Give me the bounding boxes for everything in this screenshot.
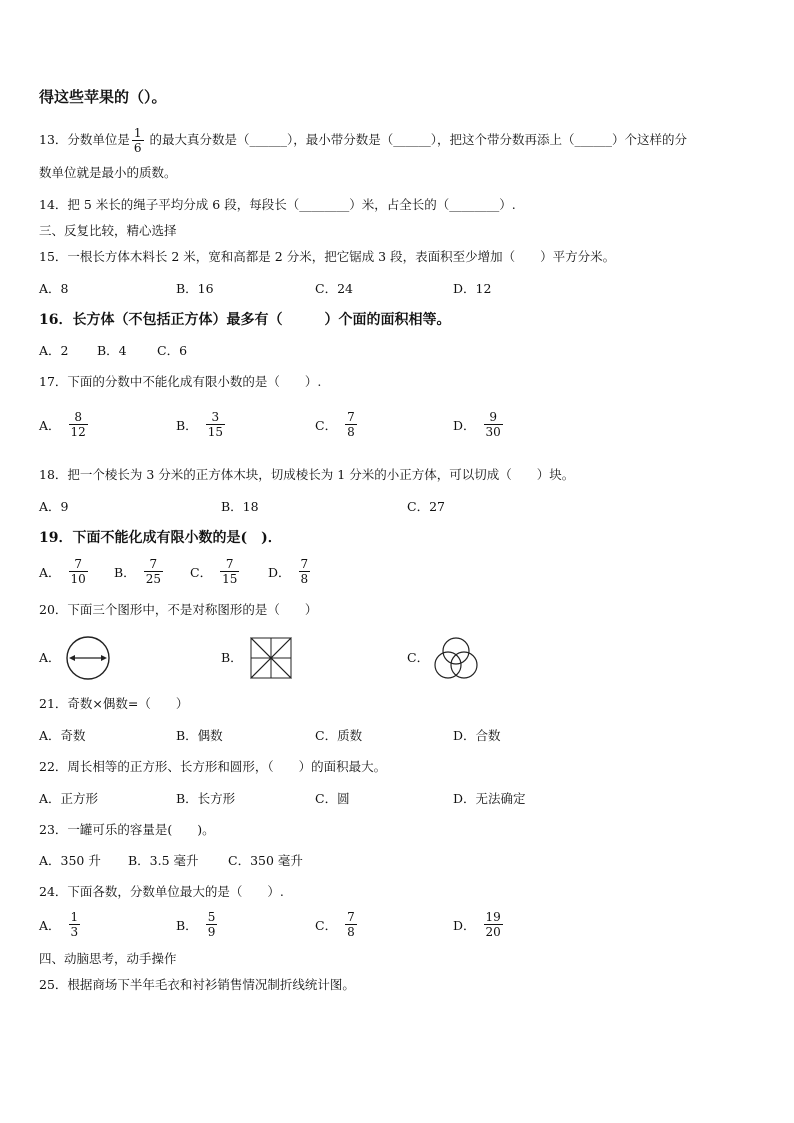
q19-c-num: 7 — [225, 557, 234, 571]
question-13 — [39, 126, 687, 155]
q24-c-fraction — [345, 910, 357, 939]
q24-b-num: 5 — [207, 910, 216, 924]
q21-option-c[interactable]: C．质数 — [315, 728, 363, 743]
q17-d-fraction — [484, 410, 503, 439]
q24-d-num: 19 — [485, 910, 501, 924]
q17-c-fraction — [345, 410, 357, 439]
question-23: 23．一罐可乐的容量是( )。 — [39, 822, 215, 837]
q16-option-b[interactable]: B．4 — [97, 343, 127, 358]
q24-d-label: D． — [453, 917, 476, 933]
q13-text-c: 数单位就是最小的质数。 — [39, 165, 177, 180]
q20-option-b[interactable]: B． — [221, 650, 243, 665]
q19-d-den: 8 — [300, 572, 309, 586]
q13-frac-den: 6 — [133, 141, 142, 155]
q24-option-b[interactable] — [176, 910, 219, 939]
q15-option-c[interactable]: C．24 — [315, 281, 353, 296]
q22-option-c[interactable]: C．圆 — [315, 791, 350, 806]
q23-option-a[interactable]: A．350 升 — [39, 853, 101, 868]
q22-option-d[interactable]: D．无法确定 — [453, 791, 526, 806]
q19-d-label: D． — [268, 564, 291, 580]
q23-option-b[interactable]: B．3.5 毫升 — [128, 853, 199, 868]
question-16: 16．长方体（不包括正方体）最多有（ ）个面的面积相等。 — [39, 312, 451, 328]
q17-option-c[interactable] — [315, 410, 359, 439]
q17-option-a[interactable] — [39, 410, 90, 439]
q19-option-a[interactable] — [39, 557, 90, 586]
continued-question-tail: 得这些苹果的（）。 — [39, 88, 167, 106]
q18-option-b[interactable]: B．18 — [221, 499, 259, 514]
q15-option-b[interactable]: B．16 — [176, 281, 214, 296]
q19-a-num: 7 — [74, 557, 82, 571]
q17-d-label: D． — [453, 417, 476, 433]
q24-a-den: 3 — [70, 925, 79, 939]
q19-b-num: 7 — [149, 557, 158, 571]
question-25: 25．根据商场下半年毛衣和衬衫销售情况制折线统计图。 — [39, 977, 355, 992]
question-14: 14．把 5 米长的绳子平均分成 6 段，每段长（________）米，占全长的（________）. — [39, 197, 516, 212]
q13-text-b: 的最大真分数是（______），最小带分数是（______），把这个带分数再添上（______）个这样的分 — [149, 132, 688, 147]
q17-c-label: C． — [315, 417, 338, 433]
q24-b-label: B． — [176, 917, 198, 933]
question-17: 17．下面的分数中不能化成有限小数的是（ ）. — [39, 374, 322, 389]
q17-a-label: A． — [39, 417, 61, 433]
q19-option-d[interactable] — [268, 557, 312, 586]
q17-c-den: 8 — [347, 425, 355, 439]
q24-a-fraction — [69, 910, 81, 939]
question-22: 22．周长相等的正方形、长方形和圆形，（ ）的面积最大。 — [39, 759, 387, 774]
q19-a-den: 10 — [70, 572, 86, 586]
q17-b-num: 3 — [211, 410, 220, 424]
q13-frac-num: 1 — [133, 126, 142, 140]
q17-b-den: 15 — [207, 425, 223, 439]
q24-d-fraction — [484, 910, 503, 939]
q18-option-c[interactable]: C．27 — [407, 499, 445, 514]
q23-option-c[interactable]: C．350 毫升 — [228, 853, 303, 868]
q24-b-fraction — [206, 910, 218, 939]
q19-b-fraction — [144, 557, 163, 586]
q16-option-c[interactable]: C．6 — [157, 343, 188, 358]
q19-c-den: 15 — [222, 572, 238, 586]
q19-a-fraction — [69, 557, 88, 586]
q21-option-a[interactable]: A．奇数 — [39, 728, 86, 743]
q19-d-num: 7 — [300, 557, 309, 571]
q17-b-label: B． — [176, 417, 198, 433]
q24-option-c[interactable] — [315, 910, 359, 939]
q17-option-d[interactable] — [453, 410, 505, 439]
question-20: 20．下面三个图形中，不是对称图形的是（ ） — [39, 602, 318, 617]
q15-option-d[interactable]: D．12 — [453, 281, 492, 296]
q24-a-num: 1 — [70, 910, 79, 924]
q20-option-a[interactable]: A． — [39, 650, 61, 665]
q24-c-label: C． — [315, 917, 338, 933]
q22-option-b[interactable]: B．长方形 — [176, 791, 236, 806]
pinwheel-icon — [250, 637, 292, 679]
q19-option-c[interactable] — [190, 557, 241, 586]
q19-b-den: 25 — [145, 572, 161, 586]
q21-option-b[interactable]: B．偶数 — [176, 728, 223, 743]
q24-option-d[interactable] — [453, 910, 505, 939]
question-21: 21．奇数×偶数=（ ） — [39, 696, 189, 711]
q24-a-label: A． — [39, 917, 61, 933]
q17-a-fraction — [69, 410, 88, 439]
q17-a-num: 8 — [74, 410, 82, 424]
q19-option-b[interactable] — [114, 557, 165, 586]
question-19: 19．下面不能化成有限小数的是( )． — [39, 530, 282, 546]
q17-d-den: 30 — [485, 425, 501, 439]
question-18: 18．把一个棱长为 3 分米的正方体木块，切成棱长为 1 分米的小正方体，可以切成（ ）块。 — [39, 467, 575, 482]
section-3-title: 三、反复比较，精心选择 — [39, 223, 177, 238]
q19-d-fraction — [299, 557, 311, 586]
q20-option-c[interactable]: C． — [407, 650, 430, 665]
q24-c-num: 7 — [347, 910, 355, 924]
q21-option-d[interactable]: D．合数 — [453, 728, 501, 743]
trefoil-knot-icon — [432, 635, 480, 681]
q24-option-a[interactable] — [39, 910, 82, 939]
q13-fraction — [132, 126, 144, 155]
q19-b-label: B． — [114, 564, 136, 580]
q17-b-fraction — [206, 410, 225, 439]
question-15: 15．一根长方体木料长 2 米，宽和高都是 2 分米，把它锯成 3 段，表面积至少增加（ ）平方分米。 — [39, 249, 616, 264]
q16-option-a[interactable]: A．2 — [39, 343, 69, 358]
section-4-title: 四、动脑思考，动手操作 — [39, 951, 177, 966]
q17-d-num: 9 — [489, 410, 497, 424]
q13-text-a: 13．分数单位是 — [39, 132, 130, 147]
q17-a-den: 12 — [70, 425, 86, 439]
q24-b-den: 9 — [207, 925, 216, 939]
q17-option-b[interactable] — [176, 410, 227, 439]
q19-c-fraction — [220, 557, 239, 586]
q18-option-a[interactable]: A．9 — [39, 499, 69, 514]
circle-double-arrow-icon — [63, 635, 113, 681]
q15-option-a[interactable]: A．8 — [39, 281, 69, 296]
question-24: 24．下面各数，分数单位最大的是（ ）. — [39, 884, 284, 899]
q19-a-label: A． — [39, 564, 61, 580]
q22-option-a[interactable]: A．正方形 — [39, 791, 99, 806]
q24-c-den: 8 — [347, 925, 355, 939]
q17-c-num: 7 — [347, 410, 355, 424]
q24-d-den: 20 — [485, 925, 501, 939]
q19-c-label: C． — [190, 564, 213, 580]
